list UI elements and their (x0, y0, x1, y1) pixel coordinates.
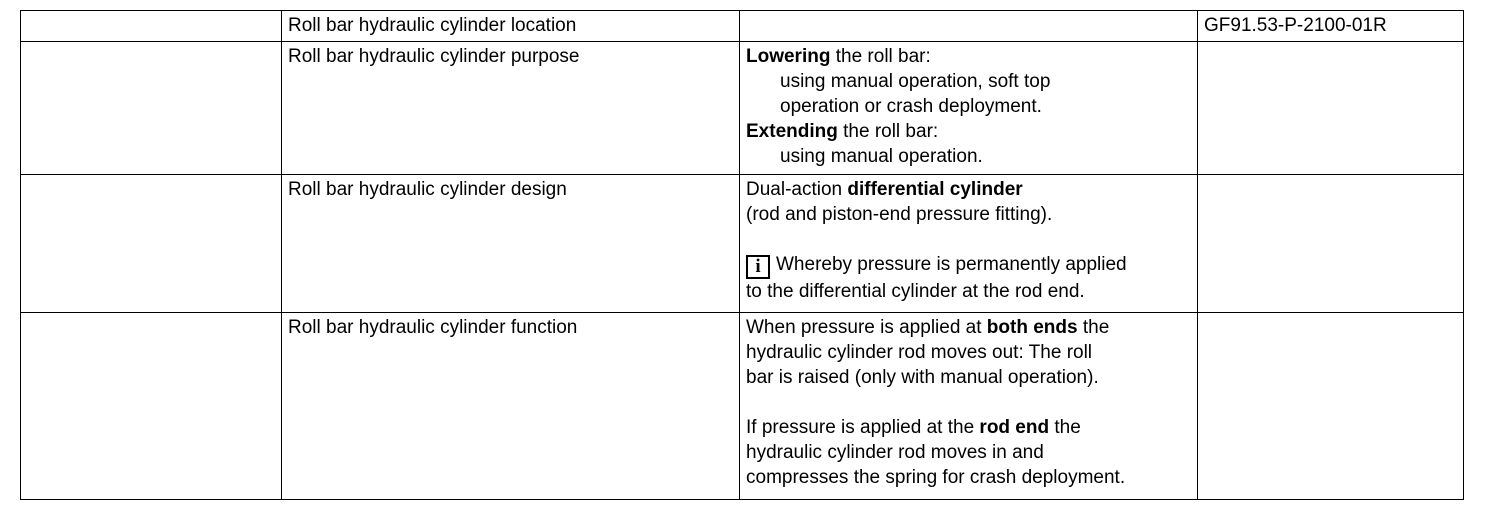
p2-bold: rod end (979, 417, 1050, 438)
empty-cell (1198, 42, 1464, 175)
design-bold: differential cylinder (847, 179, 1023, 200)
empty-cell (21, 175, 282, 313)
description-cell (740, 42, 1198, 175)
p1-bold: both ends (986, 317, 1078, 338)
lowering-heading (746, 44, 1191, 69)
p1-line-3: bar is raised (only with manual operation). (746, 367, 1099, 388)
p2-line-1 (746, 415, 1191, 440)
extending-heading (746, 119, 1191, 144)
empty-cell (1198, 175, 1464, 313)
extending-bold: Extending (746, 121, 838, 142)
p2-pre: If pressure is applied at the (746, 417, 980, 438)
description-cell (740, 175, 1198, 313)
lowering-rest: the roll bar: (830, 46, 931, 67)
extending-rest: the roll bar: (837, 121, 939, 142)
row-label: Roll bar hydraulic cylinder function (282, 313, 740, 500)
lowering-line-1: using manual operation, soft top (780, 71, 1051, 92)
spacer (746, 390, 1191, 415)
p1-pre: When pressure is applied at (746, 317, 987, 338)
info-note-line-1 (746, 252, 1191, 279)
design-pre: Dual-action (746, 179, 848, 200)
empty-cell (21, 11, 282, 42)
empty-cell (1198, 313, 1464, 500)
p1-line-1 (746, 315, 1191, 340)
empty-cell (740, 11, 1198, 42)
info-icon: i (746, 255, 770, 279)
info-note-line-2: to the differential cylinder at the rod end. (746, 281, 1085, 302)
lowering-line-2: operation or crash deployment. (780, 96, 1042, 117)
p2-post: the (1049, 417, 1081, 438)
reference-link[interactable] (1198, 11, 1464, 42)
note-text-1: Whereby pressure is permanently applied (776, 254, 1127, 275)
empty-cell (21, 42, 282, 175)
empty-cell (21, 313, 282, 500)
row-label: Roll bar hydraulic cylinder location (282, 11, 740, 42)
spacer (746, 227, 1191, 252)
design-line-1 (746, 177, 1191, 202)
table-row-location (21, 11, 1464, 42)
p2-line-3: compresses the spring for crash deployment. (746, 467, 1126, 488)
extending-line-1: using manual operation. (780, 146, 983, 167)
table-row-function (21, 313, 1464, 500)
design-line-2: (rod and piston-end pressure fitting). (746, 204, 1053, 225)
reference-code[interactable]: GF91.53-P-2100-01R (1204, 15, 1387, 36)
description-cell (740, 313, 1198, 500)
table-row-design (21, 175, 1464, 313)
p2-line-2: hydraulic cylinder rod moves in and (746, 442, 1044, 463)
p1-post: the (1077, 317, 1110, 338)
row-label: Roll bar hydraulic cylinder purpose (282, 42, 740, 175)
document-table (20, 10, 1464, 500)
lowering-bold: Lowering (746, 46, 831, 67)
row-label: Roll bar hydraulic cylinder design (282, 175, 740, 313)
table-row-purpose (21, 42, 1464, 175)
p1-line-2: hydraulic cylinder rod moves out: The roll (746, 342, 1093, 363)
